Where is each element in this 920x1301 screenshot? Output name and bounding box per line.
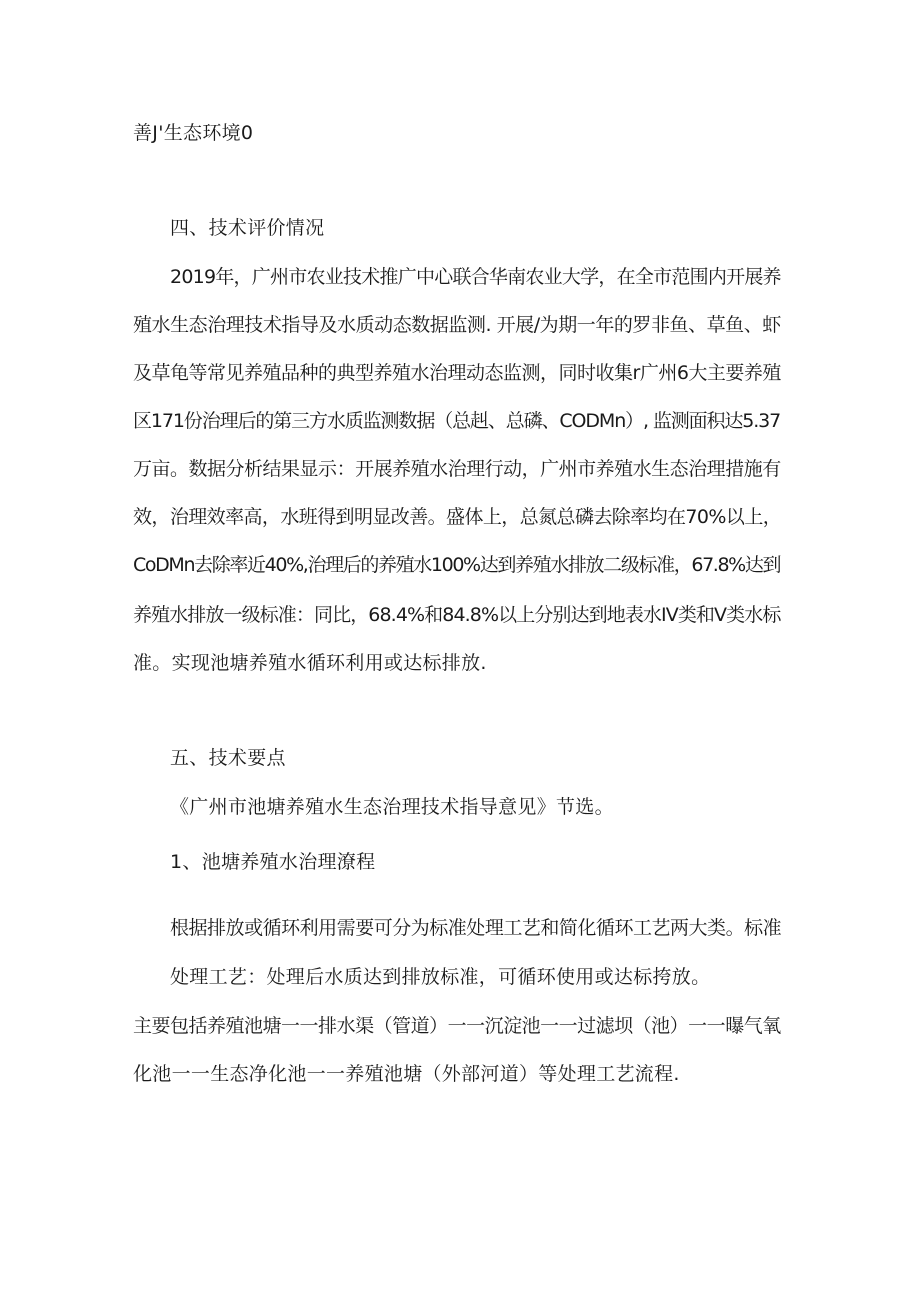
subsection-1-heading: 1、池塘养殖水治理潦程 (170, 851, 376, 873)
paragraph-line: 主要包括养殖池塘一一排水渠（管道）一一沉淀池一一过滤坝（池）一一曝气氧 (133, 1015, 781, 1037)
paragraph-line: 化池一一生态净化池一一养殖池塘（外部河道）等处理工艺流程. (133, 1063, 680, 1085)
paragraph-line: 准。实现池塘养殖水循环利用或达标排放. (133, 652, 487, 674)
paragraph-line: 区171份治理后的第三方水质监测数据（总赳、总磷、CODMn）, 监测面积达5.37 (133, 410, 781, 432)
paragraph-line: 效，治理效率高，水班得到明显改善。盛体上，总氮总磷去除率均在70%以上， (133, 506, 782, 528)
paragraph-line: 及草龟等常见养殖品种的典型养殖水治理动态监测，同时收集r广州6大主要养殖 (133, 362, 781, 384)
intro-tail-text: 善J'生态环境0 (133, 122, 254, 144)
paragraph-line: 殖水生态治理技术指导及水质动态数据监测. 开展/为期一年的罗非鱼、草鱼、虾 (133, 314, 781, 336)
section-4-heading: 四、技术评价情况 (170, 217, 325, 239)
paragraph-line: 养殖水排放一级标准：同比，68.4%和84.8%以上分别达到地表水IV类和V类水标 (133, 604, 781, 626)
paragraph-line: 2019年，广州市农业技术推广中心联合华南农业大学，在全市范围内开展养 (170, 266, 781, 288)
paragraph-line: 万亩。数据分析结果显示：开展养殖水治理行动，广州市养殖水生态治理措施有 (133, 458, 781, 480)
paragraph-line: 处理工艺：处理后水质达到排放标准，可循环使用或达标挎放。 (170, 966, 711, 988)
paragraph-line: CoDMn去除率近40%,治理后的养殖水100%达到养殖水排放二级标准，67.8%达到 (133, 554, 781, 576)
source-note: 《广州市池塘养殖水生态治理技术指导意见》节选。 (170, 796, 614, 818)
paragraph-line: 根据排放或循环利用需要可分为标准处理工艺和简化循环工艺两大类。标准 (170, 917, 782, 939)
section-5-heading: 五、技术要点 (170, 747, 286, 769)
